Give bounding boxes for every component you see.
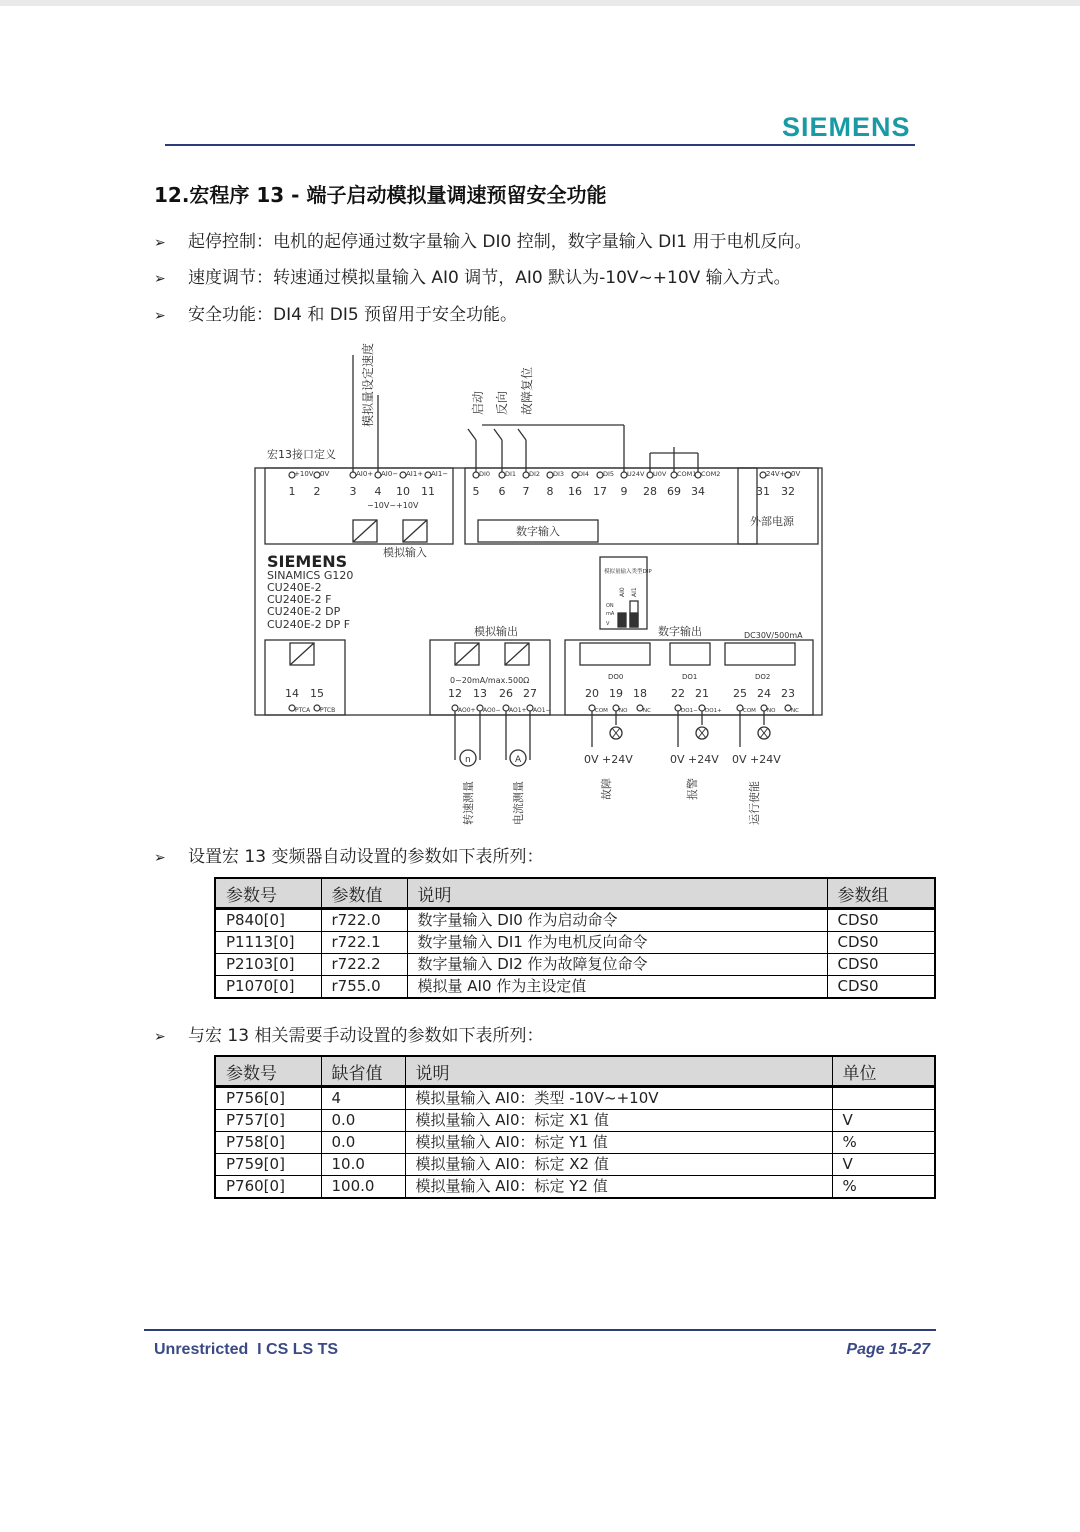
do0-label: DO0	[608, 673, 624, 681]
do1-label: DO1	[682, 673, 698, 681]
term-name: COM	[595, 708, 608, 714]
siemens-logo: SIEMENS	[782, 112, 911, 142]
term-name: NC	[643, 708, 651, 714]
manual-params-intro: ➢ 与宏 13 相关需要手动设置的参数如下表所列：	[154, 1026, 544, 1046]
term-name: 0V	[791, 470, 801, 478]
meter-n-label: n	[465, 755, 471, 765]
supply-0v: 0V	[670, 753, 685, 766]
switch-label-reset: 故障复位	[520, 366, 534, 415]
arrow-bullet-icon: ➢	[154, 235, 166, 251]
table-row: P760[0] 100.0 模拟量输入 AI0：标定 Y2 值 %	[215, 1176, 935, 1199]
term-name: NC	[791, 708, 799, 714]
meter-a-label: A	[515, 755, 522, 765]
do2-label: DO2	[755, 673, 771, 681]
table-row: P756[0] 4 模拟量输入 AI0：类型 -10V~+10V	[215, 1087, 935, 1110]
term-name: NO	[767, 708, 776, 714]
meter-label-current: 电流测量	[512, 781, 525, 825]
term-name: DO1+	[705, 708, 722, 714]
switch-label-start: 启动	[471, 390, 485, 415]
dip-on: ON	[606, 603, 614, 609]
page-number: Page 15-27	[846, 1341, 930, 1358]
meter-label-speed: 转速测量	[462, 781, 475, 825]
header-cell: 说明	[405, 1056, 832, 1087]
dip-ai1: AI1	[631, 587, 638, 597]
term-num: 6	[498, 485, 506, 498]
term-num: 15	[310, 687, 324, 700]
wiring-diagram	[250, 335, 830, 830]
term-num: 22	[671, 687, 685, 700]
supply-0v: 0V	[584, 753, 599, 766]
term-name: COM	[743, 708, 756, 714]
table-row: P757[0] 0.0 模拟量输入 AI0：标定 X1 值 V	[215, 1110, 935, 1132]
term-name: AI0+	[356, 470, 374, 478]
term-num: 25	[733, 687, 747, 700]
header-cell: 单位	[832, 1056, 935, 1087]
header-cell: 说明	[407, 878, 827, 909]
table-header-row	[215, 1056, 935, 1087]
table-row: P2103[0] r722.2 数字量输入 DI2 作为故障复位命令 CDS0	[215, 954, 935, 976]
arrow-bullet-icon: ➢	[154, 1029, 166, 1045]
term-num: 10	[396, 485, 410, 498]
supply-24v: +24V	[750, 753, 781, 766]
term-num: 1	[288, 485, 296, 498]
term-name: DI5	[603, 470, 615, 478]
term-name: U24V	[627, 470, 645, 478]
table-row: P840[0] r722.0 数字量输入 DI0 作为启动命令 CDS0	[215, 909, 935, 932]
term-num: 26	[499, 687, 513, 700]
term-name: AO0+	[458, 707, 476, 714]
supply-24v: +24V	[602, 753, 633, 766]
dip-title: 模拟量输入类型DIP	[604, 569, 652, 575]
dip-v: V	[606, 621, 610, 627]
bullet-start-stop: ➢ 起停控制：电机的起停通过数字量输入 DI0 控制，数字量输入 DI1 用于电机反向。	[154, 232, 812, 252]
model-line: SINAMICS G120	[267, 569, 354, 582]
analog-setpoint-label: 模拟量设定速度	[361, 342, 375, 427]
model-line: CU240E-2	[267, 581, 322, 594]
header-cell: 参数值	[321, 878, 407, 909]
term-name: DO1−	[681, 708, 698, 714]
term-name: PTCA	[295, 707, 311, 714]
table-row: P758[0] 0.0 模拟量输入 AI0：标定 Y1 值 %	[215, 1132, 935, 1154]
page-title: 12.宏程序 13 - 端子启动模拟量调速预留安全功能	[154, 183, 607, 207]
manual-params-table	[214, 1055, 936, 1199]
term-num: 23	[781, 687, 795, 700]
term-name: DI4	[578, 470, 590, 478]
macro-label: 宏13接口定义	[267, 448, 336, 461]
term-num: 28	[643, 485, 657, 498]
term-name: AI1−	[431, 470, 449, 478]
term-num: 8	[546, 485, 554, 498]
term-name: 24V+	[766, 470, 786, 478]
term-num: 24	[757, 687, 771, 700]
ao-range: 0~20mA/max.500Ω	[450, 676, 530, 685]
analog-input-label: 模拟输入	[383, 546, 427, 559]
term-num: 17	[593, 485, 607, 498]
digital-input-label: 数字输入	[516, 525, 560, 538]
term-num: 5	[472, 485, 480, 498]
term-name: 0V	[320, 470, 330, 478]
dc-label: DC30V/500mA	[744, 631, 803, 640]
term-num: 34	[691, 485, 705, 498]
auto-params-intro: ➢ 设置宏 13 变频器自动设置的参数如下表所列：	[154, 847, 544, 867]
term-name: DI0	[479, 470, 491, 478]
model-line: CU240E-2 DP	[267, 605, 341, 618]
top-strip	[0, 0, 1080, 6]
term-name: NO	[619, 708, 628, 714]
term-num: 32	[781, 485, 795, 498]
footer-rule	[144, 1329, 936, 1331]
term-name: U0V	[653, 470, 667, 478]
model-line: CU240E-2 F	[267, 593, 332, 606]
term-num: 12	[448, 687, 462, 700]
dip-ma: mA	[606, 611, 615, 617]
term-name: AO0−	[483, 707, 501, 714]
term-num: 3	[349, 485, 357, 498]
term-name: AI1+	[406, 470, 424, 478]
term-num: 31	[756, 485, 770, 498]
term-num: 11	[421, 485, 435, 498]
arrow-bullet-icon: ➢	[154, 308, 166, 324]
diagram-brand: SIEMENS	[267, 552, 348, 571]
header-rule	[165, 144, 915, 146]
term-name: AO1+	[509, 707, 527, 714]
term-num: 9	[620, 485, 628, 498]
supply-24v: +24V	[688, 753, 719, 766]
footer-classification: Unrestricted I CS LS TS	[154, 1341, 339, 1358]
term-num: 7	[522, 485, 530, 498]
table-row: P1070[0] r755.0 模拟量 AI0 作为主设定值 CDS0	[215, 976, 935, 999]
term-name: AO1−	[533, 707, 551, 714]
ext-power-label: 外部电源	[750, 515, 794, 528]
table-row: P759[0] 10.0 模拟量输入 AI0：标定 X2 值 V	[215, 1154, 935, 1176]
model-line: CU240E-2 DP F	[267, 618, 351, 631]
analog-output-label: 模拟输出	[474, 625, 518, 638]
term-name: COM2	[701, 470, 721, 478]
supply-0v: 0V	[732, 753, 747, 766]
term-num: 21	[695, 687, 709, 700]
header-cell: 缺省值	[321, 1056, 405, 1087]
term-num: 16	[568, 485, 582, 498]
header-cell: 参数号	[215, 1056, 321, 1087]
bullet-safety: ➢ 安全功能：DI4 和 DI5 预留用于安全功能。	[154, 305, 518, 325]
term-num: 20	[585, 687, 599, 700]
term-name: PTCB	[320, 707, 336, 714]
bullet-speed: ➢ 速度调节：转速通过模拟量输入 AI0 调节，AI0 默认为-10V~+10V 输入方式。	[154, 268, 791, 288]
out-label-run-enable: 运行使能	[748, 781, 761, 825]
term-num: 19	[609, 687, 623, 700]
table-row: P1113[0] r722.1 数字量输入 DI1 作为电机反向命令 CDS0	[215, 932, 935, 954]
auto-params-table	[214, 877, 936, 999]
term-num: 4	[374, 485, 382, 498]
dip-ai0: AI0	[619, 587, 626, 597]
term-name: +10V	[294, 470, 314, 478]
digital-output-label: 数字输出	[658, 625, 702, 638]
table-header-row	[215, 878, 935, 909]
term-num: 14	[285, 687, 299, 700]
switch-label-reverse: 反向	[495, 390, 509, 415]
term-name: DI3	[553, 470, 565, 478]
term-num: 18	[633, 687, 647, 700]
header-cell: 参数组	[827, 878, 935, 909]
term-num: 2	[313, 485, 321, 498]
arrow-bullet-icon: ➢	[154, 271, 166, 287]
arrow-bullet-icon: ➢	[154, 850, 166, 866]
term-num: 27	[523, 687, 537, 700]
range-label: −10V~+10V	[367, 501, 419, 510]
term-num: 69	[667, 485, 681, 498]
term-name: COM1	[677, 470, 697, 478]
term-name: AI0−	[381, 470, 399, 478]
out-label-alarm: 报警	[686, 778, 699, 800]
term-name: DI2	[529, 470, 541, 478]
header-cell: 参数号	[215, 878, 321, 909]
term-num: 13	[473, 687, 487, 700]
term-name: DI1	[505, 470, 517, 478]
out-label-fault: 故障	[600, 778, 613, 800]
